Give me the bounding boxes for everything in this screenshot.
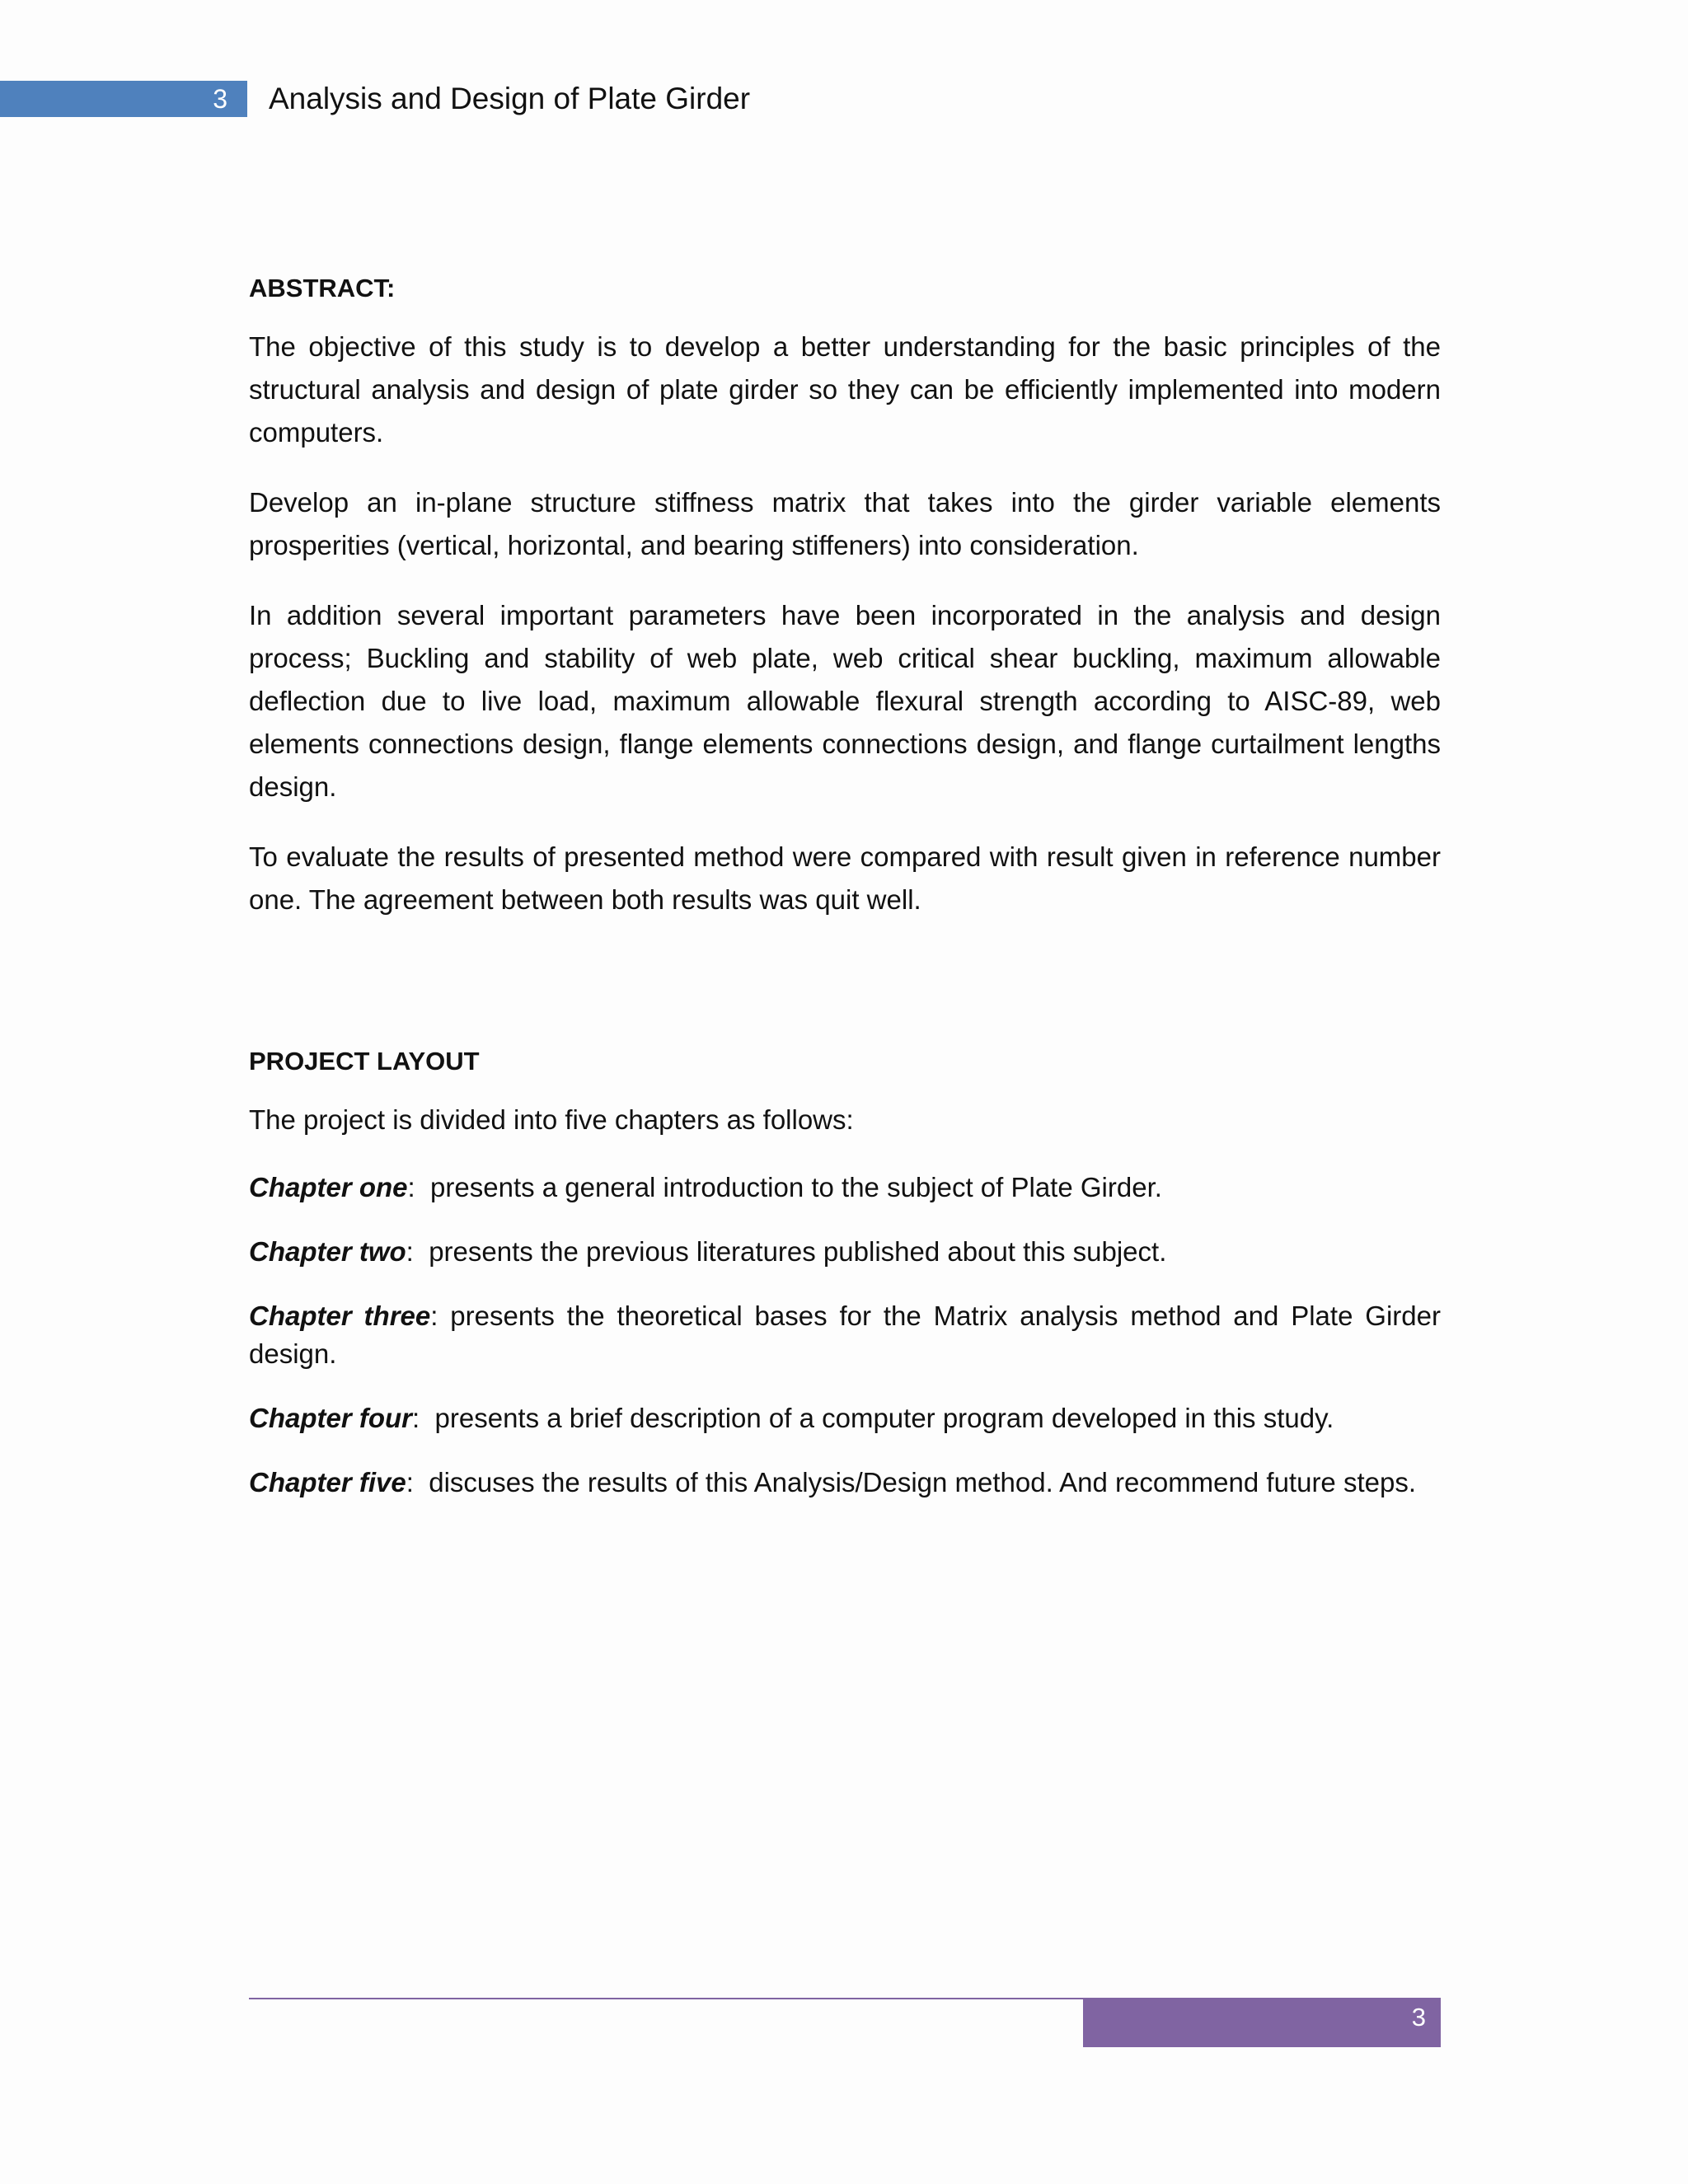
chapter-item — [249, 1464, 1441, 1502]
running-header-title: Analysis and Design of Plate Girder — [269, 82, 751, 115]
page-content — [249, 268, 1441, 1528]
abstract-paragraph: The objective of this study is to develop a better understanding for the basic principles of the structural analysis and design of plate girder so they can be efficiently implemented into modern computers. — [249, 331, 1441, 448]
section-spacer — [249, 949, 1441, 1041]
chapter-separator: : — [430, 1301, 451, 1331]
chapter-description: discuses the results of this Analysis/Design method. And recommend future steps. — [429, 1467, 1416, 1497]
chapter-separator: : — [406, 1236, 429, 1267]
chapter-name: Chapter four — [249, 1403, 412, 1433]
footer-accent-box — [1083, 1998, 1441, 2047]
chapter-item — [249, 1399, 1441, 1437]
chapter-separator: : — [406, 1467, 429, 1497]
header-page-number: 3 — [213, 84, 227, 114]
chapter-name: Chapter two — [249, 1236, 406, 1267]
chapter-separator: : — [407, 1172, 431, 1202]
header-accent-bar — [0, 81, 247, 117]
abstract-heading: ABSTRACT: — [249, 274, 396, 302]
abstract-paragraph: In addition several important parameters have been incorporated in the analysis and design process; Buckling and stability of web plate, web critical shear buckling, maximum allowable deflection due to live load, maximum allowable flexural strength according to AISC-89, web elements connections design, flange elements connections design, and flange curtailment lengths design. — [249, 600, 1441, 802]
chapter-name: Chapter three — [249, 1301, 431, 1331]
chapter-description: presents the previous literatures published about this subject. — [429, 1236, 1167, 1267]
project-layout-heading: PROJECT LAYOUT — [249, 1047, 480, 1076]
chapter-description: presents a general introduction to the subject of Plate Girder. — [430, 1172, 1162, 1202]
chapter-item — [249, 1233, 1441, 1271]
chapter-description: presents the theoretical bases for the Matrix analysis method and Plate Girder design. — [249, 1301, 1441, 1369]
chapter-item — [249, 1169, 1441, 1207]
chapter-item — [249, 1297, 1441, 1373]
project-layout-intro: The project is divided into five chapters as follows: — [249, 1104, 854, 1135]
abstract-paragraph: To evaluate the results of presented method were compared with result given in reference number one. The agreement between both results was quit well. — [249, 841, 1441, 915]
abstract-paragraph: Develop an in-plane structure stiffness matrix that takes into the girder variable elements prosperities (vertical, horizontal, and bearing stiffeners) into consideration. — [249, 487, 1441, 560]
chapter-name: Chapter five — [249, 1467, 406, 1497]
chapter-name: Chapter one — [249, 1172, 408, 1202]
chapter-description: presents a brief description of a computer program developed in this study. — [434, 1403, 1334, 1433]
chapter-separator: : — [412, 1403, 435, 1433]
footer-page-number: 3 — [1411, 2003, 1426, 2032]
